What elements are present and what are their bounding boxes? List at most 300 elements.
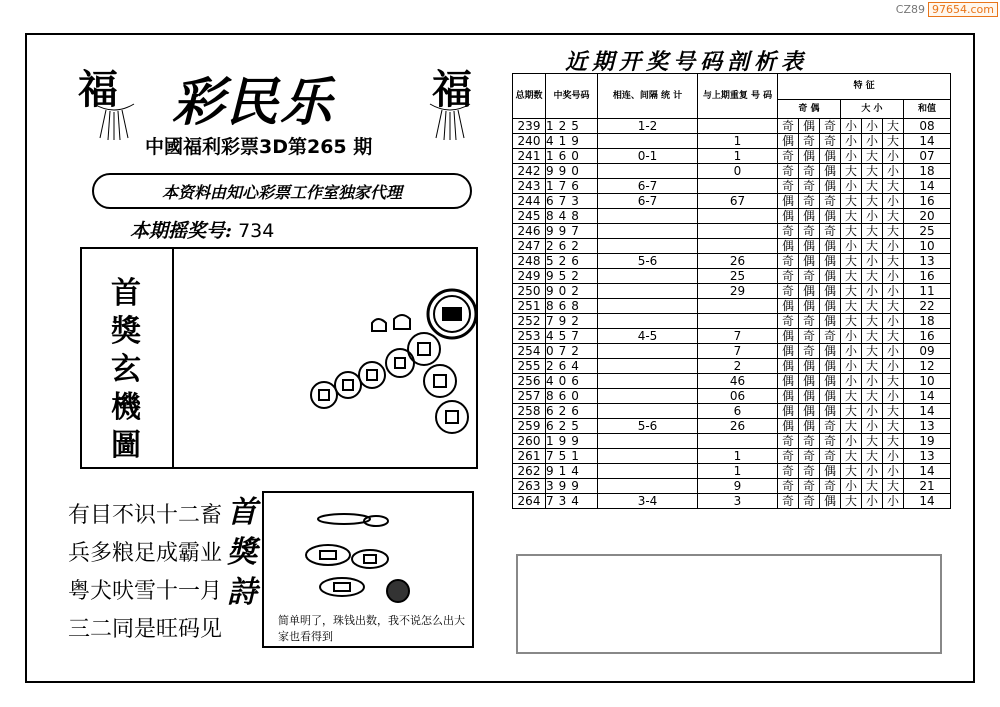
- big-small-cell: 大: [883, 209, 904, 224]
- odd-even-cell: 偶: [799, 239, 820, 254]
- odd-even-cell: 奇: [778, 224, 799, 239]
- header-feature: 特 征: [778, 74, 951, 100]
- odd-even-cell: 奇: [778, 254, 799, 269]
- odd-even-cell: 偶: [778, 359, 799, 374]
- big-small-cell: 大: [862, 359, 883, 374]
- period-cell: 240: [513, 134, 546, 149]
- period-cell: 257: [513, 389, 546, 404]
- odd-even-cell: 偶: [820, 254, 841, 269]
- adjacent-cell: [598, 284, 698, 299]
- coins-clue-icon: [294, 507, 444, 612]
- odd-even-cell: 奇: [778, 494, 799, 509]
- number-cell: 990: [546, 164, 598, 179]
- table-row: [513, 254, 951, 269]
- header-sum: 和值: [904, 100, 951, 119]
- sum-cell: 13: [904, 254, 951, 269]
- poem-title-char: 獎: [227, 535, 257, 570]
- poem-title: [222, 493, 262, 613]
- analysis-table: [512, 73, 951, 509]
- odd-even-cell: 奇: [820, 449, 841, 464]
- number-cell: 262: [546, 239, 598, 254]
- big-small-cell: 大: [841, 404, 862, 419]
- big-small-cell: 小: [841, 374, 862, 389]
- big-small-cell: 小: [883, 464, 904, 479]
- odd-even-cell: 奇: [778, 449, 799, 464]
- period-cell: 261: [513, 449, 546, 464]
- adjacent-cell: [598, 164, 698, 179]
- odd-even-cell: 偶: [799, 419, 820, 434]
- adjacent-cell: 5-6: [598, 419, 698, 434]
- adjacent-cell: [598, 479, 698, 494]
- big-small-cell: 大: [841, 164, 862, 179]
- repeat-cell: 26: [698, 419, 778, 434]
- period-cell: 247: [513, 239, 546, 254]
- big-small-cell: 大: [841, 464, 862, 479]
- big-small-cell: 小: [883, 359, 904, 374]
- number-cell: 952: [546, 269, 598, 284]
- odd-even-cell: 奇: [799, 464, 820, 479]
- big-small-cell: 大: [862, 224, 883, 239]
- table-body: [513, 119, 951, 509]
- sum-cell: 13: [904, 449, 951, 464]
- number-cell: 751: [546, 449, 598, 464]
- adjacent-cell: 5-6: [598, 254, 698, 269]
- picture-label-char: 機: [111, 390, 141, 425]
- number-cell: 199: [546, 434, 598, 449]
- big-small-cell: 大: [841, 254, 862, 269]
- odd-even-cell: 奇: [799, 269, 820, 284]
- big-small-cell: 小: [841, 149, 862, 164]
- table-row: [513, 434, 951, 449]
- odd-even-cell: 偶: [778, 374, 799, 389]
- sum-cell: 14: [904, 464, 951, 479]
- repeat-cell: 06: [698, 389, 778, 404]
- adjacent-cell: [598, 209, 698, 224]
- big-small-cell: 小: [883, 239, 904, 254]
- repeat-cell: 67: [698, 194, 778, 209]
- repeat-cell: 1: [698, 134, 778, 149]
- watermark: [896, 2, 998, 17]
- adjacent-cell: [598, 434, 698, 449]
- odd-even-cell: 偶: [778, 419, 799, 434]
- period-cell: 264: [513, 494, 546, 509]
- poem-line: 三二同是旺码见: [68, 617, 223, 642]
- big-small-cell: 大: [862, 434, 883, 449]
- table-row: [513, 329, 951, 344]
- big-small-cell: 小: [841, 134, 862, 149]
- poem-line: 兵多粮足成霸业: [68, 541, 223, 566]
- repeat-cell: [698, 179, 778, 194]
- odd-even-cell: 偶: [820, 404, 841, 419]
- number-cell: 399: [546, 479, 598, 494]
- odd-even-cell: 偶: [778, 389, 799, 404]
- poem-line: 有目不识十二畜: [68, 503, 223, 528]
- adjacent-cell: 6-7: [598, 194, 698, 209]
- empty-panel: [516, 554, 942, 654]
- header-repeat: 与上期重复 号 码: [698, 74, 778, 119]
- odd-even-cell: 偶: [799, 149, 820, 164]
- big-small-cell: 小: [862, 374, 883, 389]
- odd-even-cell: 偶: [778, 299, 799, 314]
- number-cell: 914: [546, 464, 598, 479]
- sum-cell: 19: [904, 434, 951, 449]
- adjacent-cell: [598, 239, 698, 254]
- odd-even-cell: 偶: [799, 359, 820, 374]
- number-cell: 457: [546, 329, 598, 344]
- big-small-cell: 小: [841, 344, 862, 359]
- number-cell: 625: [546, 419, 598, 434]
- big-small-cell: 小: [883, 149, 904, 164]
- poem-title-char: 首: [227, 495, 257, 530]
- period-cell: 251: [513, 299, 546, 314]
- odd-even-cell: 奇: [820, 119, 841, 134]
- repeat-cell: 26: [698, 254, 778, 269]
- issue-line: 中國福利彩票3D第265 期: [145, 136, 373, 158]
- number-cell: 868: [546, 299, 598, 314]
- adjacent-cell: [598, 269, 698, 284]
- odd-even-cell: 偶: [799, 119, 820, 134]
- poem-picture-box: [262, 491, 474, 648]
- big-small-cell: 小: [862, 209, 883, 224]
- big-small-cell: 大: [883, 419, 904, 434]
- odd-even-cell: 奇: [799, 344, 820, 359]
- big-small-cell: 小: [883, 314, 904, 329]
- table-row: [513, 284, 951, 299]
- odd-even-cell: 偶: [820, 344, 841, 359]
- table-row: [513, 464, 951, 479]
- odd-even-cell: 偶: [778, 209, 799, 224]
- sum-cell: 10: [904, 239, 951, 254]
- sum-cell: 21: [904, 479, 951, 494]
- big-small-cell: 小: [862, 119, 883, 134]
- period-cell: 255: [513, 359, 546, 374]
- adjacent-cell: [598, 374, 698, 389]
- big-small-cell: 大: [862, 194, 883, 209]
- table-row: [513, 449, 951, 464]
- adjacent-cell: [598, 449, 698, 464]
- poem-lines: [68, 497, 222, 649]
- big-small-cell: 大: [883, 479, 904, 494]
- big-small-cell: 大: [841, 299, 862, 314]
- number-cell: 902: [546, 284, 598, 299]
- odd-even-cell: 偶: [799, 374, 820, 389]
- draw-number-line: [130, 216, 274, 243]
- odd-even-cell: 奇: [778, 314, 799, 329]
- repeat-cell: 3: [698, 494, 778, 509]
- big-small-cell: 大: [883, 299, 904, 314]
- adjacent-cell: [598, 359, 698, 374]
- repeat-cell: 9: [698, 479, 778, 494]
- adjacent-cell: [598, 464, 698, 479]
- odd-even-cell: 奇: [778, 434, 799, 449]
- repeat-cell: 0: [698, 164, 778, 179]
- odd-even-cell: 偶: [820, 299, 841, 314]
- odd-even-cell: 偶: [778, 239, 799, 254]
- draw-number: 734: [238, 220, 275, 242]
- header-adjacent: 相连、间隔 统 计: [598, 74, 698, 119]
- tassel-left-icon: [84, 102, 144, 142]
- sum-cell: 22: [904, 299, 951, 314]
- fu-right: 福: [432, 66, 472, 113]
- big-small-cell: 小: [841, 359, 862, 374]
- big-small-cell: 小: [883, 164, 904, 179]
- number-cell: 734: [546, 494, 598, 509]
- sum-cell: 16: [904, 329, 951, 344]
- adjacent-cell: 6-7: [598, 179, 698, 194]
- big-small-cell: 大: [883, 119, 904, 134]
- period-cell: 258: [513, 404, 546, 419]
- repeat-cell: 1: [698, 149, 778, 164]
- picture-label: [96, 275, 156, 465]
- coins-illustration-icon: [174, 249, 476, 467]
- odd-even-cell: 偶: [820, 464, 841, 479]
- number-cell: 176: [546, 179, 598, 194]
- big-small-cell: 大: [883, 224, 904, 239]
- big-small-cell: 小: [862, 254, 883, 269]
- table-row: [513, 149, 951, 164]
- odd-even-cell: 奇: [820, 479, 841, 494]
- odd-even-cell: 偶: [778, 344, 799, 359]
- table-row: [513, 494, 951, 509]
- big-small-cell: 大: [862, 164, 883, 179]
- big-small-cell: 大: [883, 134, 904, 149]
- odd-even-cell: 偶: [799, 299, 820, 314]
- big-small-cell: 大: [862, 314, 883, 329]
- adjacent-cell: [598, 224, 698, 239]
- odd-even-cell: 奇: [820, 434, 841, 449]
- odd-even-cell: 偶: [820, 149, 841, 164]
- big-small-cell: 大: [883, 374, 904, 389]
- big-small-cell: 大: [841, 284, 862, 299]
- big-small-cell: 大: [862, 149, 883, 164]
- repeat-cell: 7: [698, 329, 778, 344]
- odd-even-cell: 奇: [799, 224, 820, 239]
- period-cell: 254: [513, 344, 546, 359]
- big-small-cell: 小: [883, 284, 904, 299]
- table-row: [513, 374, 951, 389]
- odd-even-cell: 奇: [820, 134, 841, 149]
- table-row: [513, 239, 951, 254]
- big-small-cell: 大: [841, 209, 862, 224]
- period-cell: 239: [513, 119, 546, 134]
- repeat-cell: 1: [698, 449, 778, 464]
- repeat-cell: [698, 434, 778, 449]
- repeat-cell: 46: [698, 374, 778, 389]
- odd-even-cell: 奇: [778, 179, 799, 194]
- big-small-cell: 小: [862, 134, 883, 149]
- period-cell: 243: [513, 179, 546, 194]
- odd-even-cell: 偶: [799, 389, 820, 404]
- header-bigsmall: 大 小: [841, 100, 904, 119]
- adjacent-cell: [598, 299, 698, 314]
- number-cell: 072: [546, 344, 598, 359]
- odd-even-cell: 偶: [820, 239, 841, 254]
- odd-even-cell: 偶: [820, 374, 841, 389]
- odd-even-cell: 偶: [778, 329, 799, 344]
- odd-even-cell: 偶: [778, 134, 799, 149]
- sum-cell: 12: [904, 359, 951, 374]
- table-row: [513, 314, 951, 329]
- odd-even-cell: 奇: [799, 179, 820, 194]
- big-small-cell: 小: [841, 434, 862, 449]
- table-row: [513, 479, 951, 494]
- big-small-cell: 大: [841, 224, 862, 239]
- big-small-cell: 小: [862, 494, 883, 509]
- odd-even-cell: 偶: [799, 209, 820, 224]
- number-cell: 264: [546, 359, 598, 374]
- period-cell: 263: [513, 479, 546, 494]
- sum-cell: 08: [904, 119, 951, 134]
- big-small-cell: 大: [862, 479, 883, 494]
- sum-cell: 11: [904, 284, 951, 299]
- big-small-cell: 小: [862, 419, 883, 434]
- odd-even-cell: 奇: [820, 419, 841, 434]
- big-small-cell: 小: [883, 449, 904, 464]
- odd-even-cell: 奇: [799, 164, 820, 179]
- table-row: [513, 389, 951, 404]
- table-row: [513, 209, 951, 224]
- table-row: [513, 419, 951, 434]
- period-cell: 244: [513, 194, 546, 209]
- odd-even-cell: 偶: [820, 359, 841, 374]
- big-small-cell: 大: [862, 449, 883, 464]
- picture-label-char: 玄: [111, 352, 141, 387]
- sum-cell: 07: [904, 149, 951, 164]
- big-small-cell: 小: [883, 269, 904, 284]
- adjacent-cell: [598, 344, 698, 359]
- page-title: 彩民乐: [172, 72, 335, 133]
- number-cell: 626: [546, 404, 598, 419]
- table-row: [513, 344, 951, 359]
- odd-even-cell: 奇: [799, 449, 820, 464]
- period-cell: 242: [513, 164, 546, 179]
- period-cell: 249: [513, 269, 546, 284]
- agent-note: [92, 173, 472, 209]
- repeat-cell: [698, 314, 778, 329]
- picture-label-char: 圖: [111, 428, 141, 463]
- big-small-cell: 小: [841, 239, 862, 254]
- big-small-cell: 大: [841, 494, 862, 509]
- period-cell: 262: [513, 464, 546, 479]
- watermark-site[interactable]: 97654.com: [928, 2, 998, 17]
- sum-cell: 09: [904, 344, 951, 359]
- adjacent-cell: [598, 314, 698, 329]
- odd-even-cell: 奇: [820, 194, 841, 209]
- odd-even-cell: 偶: [820, 494, 841, 509]
- fu-left: 福: [78, 66, 118, 113]
- poem-caption: 简单明了，珠钱出数，我不说怎么出大家也看得到: [278, 614, 465, 643]
- poem-title-char: 詩: [227, 575, 257, 610]
- number-cell: 419: [546, 134, 598, 149]
- sum-cell: 13: [904, 419, 951, 434]
- repeat-cell: 25: [698, 269, 778, 284]
- picture-label-char: 首: [111, 276, 141, 311]
- odd-even-cell: 奇: [778, 464, 799, 479]
- period-cell: 252: [513, 314, 546, 329]
- table-row: [513, 269, 951, 284]
- poem-line: 粤犬吠雪十一月: [68, 579, 223, 604]
- odd-even-cell: 奇: [778, 119, 799, 134]
- repeat-cell: 6: [698, 404, 778, 419]
- header-number: 中奖号码: [546, 74, 598, 119]
- odd-even-cell: 偶: [820, 179, 841, 194]
- big-small-cell: 小: [883, 194, 904, 209]
- period-cell: 253: [513, 329, 546, 344]
- picture-label-char: 獎: [111, 314, 141, 349]
- odd-even-cell: 偶: [820, 269, 841, 284]
- odd-even-cell: 偶: [799, 404, 820, 419]
- period-cell: 260: [513, 434, 546, 449]
- period-cell: 246: [513, 224, 546, 239]
- big-small-cell: 大: [841, 314, 862, 329]
- odd-even-cell: 奇: [799, 494, 820, 509]
- sum-cell: 14: [904, 404, 951, 419]
- big-small-cell: 大: [862, 344, 883, 359]
- table-row: [513, 119, 951, 134]
- watermark-code: CZ89: [895, 3, 926, 16]
- odd-even-cell: 奇: [778, 269, 799, 284]
- table-row: [513, 404, 951, 419]
- sum-cell: 16: [904, 194, 951, 209]
- odd-even-cell: 偶: [778, 194, 799, 209]
- odd-even-cell: 奇: [799, 314, 820, 329]
- number-cell: 125: [546, 119, 598, 134]
- big-small-cell: 大: [862, 389, 883, 404]
- table-row: [513, 224, 951, 239]
- big-small-cell: 小: [883, 389, 904, 404]
- odd-even-cell: 奇: [820, 224, 841, 239]
- big-small-cell: 小: [883, 344, 904, 359]
- odd-even-cell: 偶: [820, 164, 841, 179]
- adjacent-cell: [598, 134, 698, 149]
- number-cell: 848: [546, 209, 598, 224]
- big-small-cell: 大: [883, 404, 904, 419]
- number-cell: 673: [546, 194, 598, 209]
- header-oddeven: 奇 偶: [778, 100, 841, 119]
- period-cell: 256: [513, 374, 546, 389]
- tassel-right-icon: [420, 102, 480, 142]
- header-period: 总期数: [513, 74, 546, 119]
- adjacent-cell: 4-5: [598, 329, 698, 344]
- sum-cell: 25: [904, 224, 951, 239]
- odd-even-cell: 偶: [820, 284, 841, 299]
- sum-cell: 14: [904, 179, 951, 194]
- period-cell: 259: [513, 419, 546, 434]
- odd-even-cell: 偶: [778, 404, 799, 419]
- period-cell: 245: [513, 209, 546, 224]
- big-small-cell: 大: [883, 179, 904, 194]
- big-small-cell: 大: [862, 179, 883, 194]
- table-row: [513, 299, 951, 314]
- sum-cell: 14: [904, 494, 951, 509]
- odd-even-cell: 奇: [778, 284, 799, 299]
- big-small-cell: 小: [883, 494, 904, 509]
- adjacent-cell: 3-4: [598, 494, 698, 509]
- big-small-cell: 大: [841, 449, 862, 464]
- big-small-cell: 小: [862, 404, 883, 419]
- odd-even-cell: 偶: [820, 314, 841, 329]
- odd-even-cell: 偶: [799, 254, 820, 269]
- table-row: [513, 194, 951, 209]
- number-cell: 792: [546, 314, 598, 329]
- big-small-cell: 大: [862, 329, 883, 344]
- sum-cell: 14: [904, 389, 951, 404]
- first-prize-picture-box: [80, 247, 478, 469]
- big-small-cell: 大: [862, 239, 883, 254]
- sum-cell: 14: [904, 134, 951, 149]
- odd-even-cell: 奇: [799, 479, 820, 494]
- big-small-cell: 小: [862, 464, 883, 479]
